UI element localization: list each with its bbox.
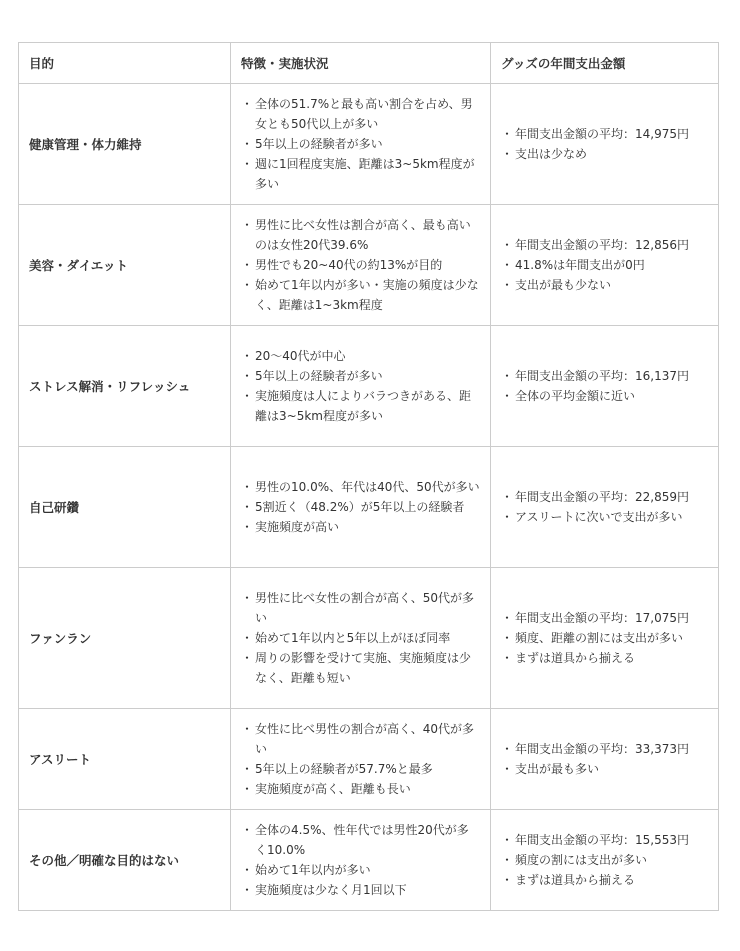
spending-cell	[491, 205, 719, 326]
purpose-cell: ストレス解消・リフレッシュ	[19, 326, 231, 447]
spending-list	[503, 608, 708, 668]
features-cell	[231, 205, 491, 326]
list-item: ・ 年間支出金額の平均：17,075円	[503, 608, 708, 628]
table-row	[19, 709, 719, 810]
spending-list	[503, 235, 708, 295]
spending-list	[503, 124, 708, 164]
spending-list	[503, 739, 708, 779]
list-item: ・ 実施頻度は少なく月1回以下	[243, 880, 480, 900]
spending-list	[503, 830, 708, 890]
list-item: ・ 週に1回程度実施、距離は3~5km程度が多い	[243, 154, 480, 194]
features-cell	[231, 447, 491, 568]
list-item: ・ アスリートに次いで支出が多い	[503, 507, 708, 527]
list-item: ・ 実施頻度が高く、距離も長い	[243, 779, 480, 799]
features-list	[243, 588, 480, 688]
list-item: ・ 男性の10.0%、年代は40代、50代が多い	[243, 477, 480, 497]
header-purpose: 目的	[19, 43, 231, 84]
list-item: ・ 始めて1年以内が多い・実施の頻度は少なく、距離は1~3km程度	[243, 275, 480, 315]
header-features: 特徴・実施状況	[231, 43, 491, 84]
header-spending: グッズの年間支出金額	[491, 43, 719, 84]
list-item: ・ 年間支出金額の平均：16,137円	[503, 366, 708, 386]
features-cell	[231, 326, 491, 447]
list-item: ・ 41.8%は年間支出が0円	[503, 255, 708, 275]
features-list	[243, 94, 480, 194]
list-item: ・ 支出が最も少ない	[503, 275, 708, 295]
features-cell	[231, 810, 491, 911]
purpose-cell: アスリート	[19, 709, 231, 810]
list-item: ・ 支出が最も多い	[503, 759, 708, 779]
features-cell	[231, 84, 491, 205]
list-item: ・ 5年以上の経験者が多い	[243, 366, 480, 386]
list-item: ・ 年間支出金額の平均：15,553円	[503, 830, 708, 850]
features-list	[243, 719, 480, 799]
features-cell	[231, 568, 491, 709]
purpose-cell: 美容・ダイエット	[19, 205, 231, 326]
list-item: ・ 年間支出金額の平均：14,975円	[503, 124, 708, 144]
purpose-cell: 自己研鑽	[19, 447, 231, 568]
list-item: ・ 年間支出金額の平均：33,373円	[503, 739, 708, 759]
list-item: ・ 男性でも20~40代の約13%が目的	[243, 255, 480, 275]
list-item: ・ 頻度の割には支出が多い	[503, 850, 708, 870]
list-item: ・ 全体の4.5%、性年代では男性20代が多く10.0%	[243, 820, 480, 860]
features-list	[243, 346, 480, 426]
features-list	[243, 477, 480, 537]
purpose-comparison-table	[18, 42, 719, 911]
list-item: ・ 実施頻度は人によりバラつきがある、距離は3~5km程度が多い	[243, 386, 480, 426]
list-item: ・ 男性に比べ女性の割合が高く、50代が多い	[243, 588, 480, 628]
list-item: ・ 女性に比べ男性の割合が高く、40代が多い	[243, 719, 480, 759]
list-item: ・ 全体の51.7%と最も高い割合を占め、男女とも50代以上が多い	[243, 94, 480, 134]
list-item: ・ まずは道具から揃える	[503, 648, 708, 668]
table-body	[19, 84, 719, 911]
table-row	[19, 810, 719, 911]
table-row	[19, 326, 719, 447]
spending-cell	[491, 326, 719, 447]
features-cell	[231, 709, 491, 810]
table-row	[19, 205, 719, 326]
spending-cell	[491, 84, 719, 205]
list-item: ・ 5年以上の経験者が57.7%と最多	[243, 759, 480, 779]
table-row	[19, 568, 719, 709]
list-item: ・ 始めて1年以内と5年以上がほぼ同率	[243, 628, 480, 648]
spending-cell	[491, 810, 719, 911]
list-item: ・ 5割近く（48.2%）が5年以上の経験者	[243, 497, 480, 517]
list-item: ・ 男性に比べ女性は割合が高く、最も高いのは女性20代39.6%	[243, 215, 480, 255]
purpose-cell: 健康管理・体力維持	[19, 84, 231, 205]
list-item: ・ 頻度、距離の割には支出が多い	[503, 628, 708, 648]
spending-cell	[491, 447, 719, 568]
spending-list	[503, 366, 708, 406]
table-row	[19, 447, 719, 568]
list-item: ・ 始めて1年以内が多い	[243, 860, 480, 880]
spending-list	[503, 487, 708, 527]
list-item: ・ まずは道具から揃える	[503, 870, 708, 890]
table-row	[19, 84, 719, 205]
spending-cell	[491, 709, 719, 810]
list-item: ・ 年間支出金額の平均：12,856円	[503, 235, 708, 255]
list-item: ・ 支出は少なめ	[503, 144, 708, 164]
table-header-row	[19, 43, 719, 84]
features-list	[243, 215, 480, 315]
purpose-cell: その他／明確な目的はない	[19, 810, 231, 911]
features-list	[243, 820, 480, 900]
list-item: ・ 全体の平均金額に近い	[503, 386, 708, 406]
list-item: ・ 実施頻度が高い	[243, 517, 480, 537]
list-item: ・ 5年以上の経験者が多い	[243, 134, 480, 154]
list-item: ・ 周りの影響を受けて実施、実施頻度は少なく、距離も短い	[243, 648, 480, 688]
list-item: ・ 20～40代が中心	[243, 346, 480, 366]
spending-cell	[491, 568, 719, 709]
purpose-cell: ファンラン	[19, 568, 231, 709]
list-item: ・ 年間支出金額の平均：22,859円	[503, 487, 708, 507]
